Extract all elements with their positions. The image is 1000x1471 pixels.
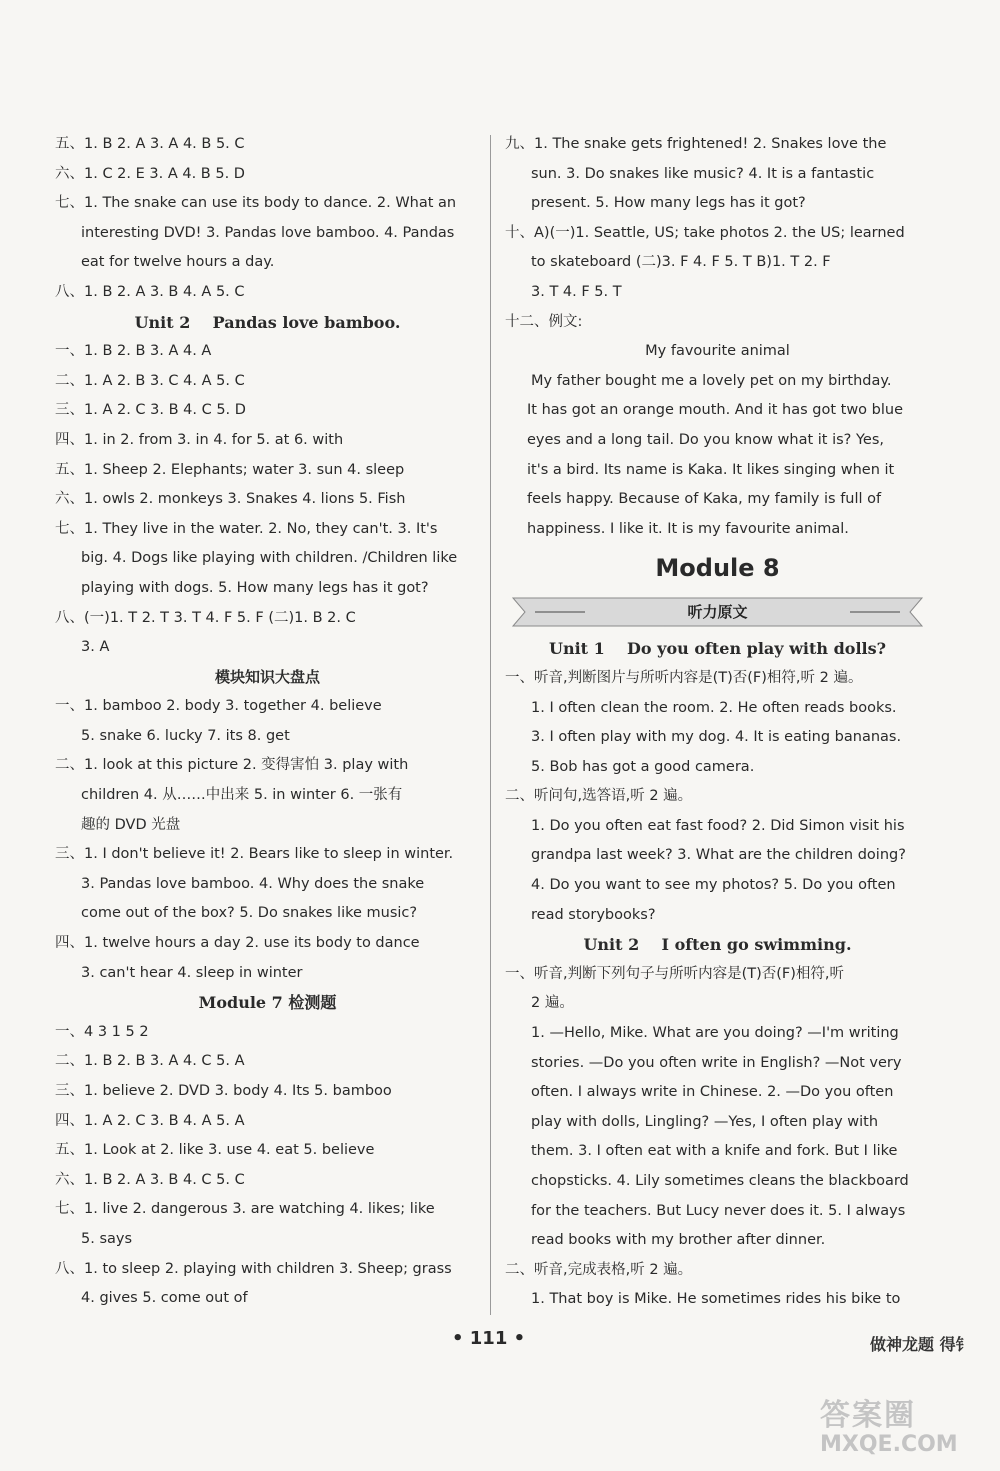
answer-line: 四、1. twelve hours a day 2. use its body to dance	[55, 935, 420, 952]
answer-line-continued: playing with dogs. 5. How many legs has it got?	[81, 579, 429, 596]
answer-line: 八、1. to sleep 2. playing with children 3. Sheep; grass	[55, 1260, 452, 1277]
answer-line: 七、1. The snake can use its body to dance. 2. What an	[55, 195, 457, 212]
essay-line: It has got an orange mouth. And it has got two blue	[527, 402, 904, 419]
watermark-url: MXQE.COM	[820, 1432, 958, 1457]
page-number: • 111 •	[452, 1328, 526, 1349]
section-heading: 模块知识大盘点	[214, 667, 320, 686]
answer-line-continued: 1. That boy is Mike. He sometimes rides his bike to	[531, 1291, 901, 1308]
essay-line: feels happy. Because of Kaka, my family is full of	[527, 491, 882, 508]
essay-line: happiness. I like it. It is my favourite animal.	[527, 520, 849, 537]
unit-heading: Unit 2 Pandas love bamboo.	[134, 312, 401, 332]
answer-line-continued: 4. Do you want to see my photos? 5. Do you often	[531, 877, 896, 894]
unit-heading: Unit 1 Do you often play with dolls?	[549, 639, 886, 659]
answer-line: 二、1. A 2. B 3. C 4. A 5. C	[55, 372, 245, 389]
answer-line-continued: for the teachers. But Lucy never does it. 5. I always	[531, 1202, 906, 1219]
answer-line-continued: 1. I often clean the room. 2. He often reads books.	[531, 699, 897, 716]
answer-line-continued: 趣的 DVD 光盘	[81, 816, 181, 833]
answer-line: 一、听音,判断图片与所听内容是(T)否(F)相符,听 2 遍。	[505, 669, 863, 686]
answer-line-continued: present. 5. How many legs has it got?	[531, 195, 806, 212]
answer-line-continued: sun. 3. Do snakes like music? 4. It is a fantastic	[531, 165, 875, 182]
answer-line: 二、听问句,选答语,听 2 遍。	[505, 788, 693, 805]
answer-line: 二、1. look at this picture 2. 变得害怕 3. play with	[55, 757, 409, 774]
answer-line: 五、1. Look at 2. like 3. use 4. eat 5. believe	[55, 1142, 375, 1159]
answer-line: 七、1. live 2. dangerous 3. are watching 4. likes; like	[55, 1201, 435, 1218]
answer-line-continued: children 4. 从……中出来 5. in winter 6. 一张有	[81, 787, 403, 804]
banner-title: 听力原文	[687, 603, 748, 622]
answer-line-continued: 5. says	[81, 1230, 133, 1247]
answer-line-continued: 3. can't hear 4. sleep in winter	[81, 964, 303, 981]
answer-line: 二、听音,完成表格,听 2 遍。	[505, 1261, 693, 1278]
answer-line-continued: read storybooks?	[531, 906, 656, 923]
essay-line: it's a bird. Its name is Kaka. It likes singing when it	[527, 461, 895, 478]
answer-line-continued: chopsticks. 4. Lily sometimes cleans the blackboard	[531, 1173, 909, 1189]
answer-line-continued: 3. I often play with my dog. 4. It is eating bananas.	[531, 729, 902, 746]
answer-line-continued: 1. —Hello, Mike. What are you doing? —I'm writing	[531, 1025, 899, 1042]
answer-line-continued: to skateboard (二)3. F 4. F 5. T B)1. T 2. F	[531, 254, 831, 271]
answer-line: 六、1. owls 2. monkeys 3. Snakes 4. lions 5. Fish	[55, 491, 406, 508]
answer-line-continued: My father bought me a lovely pet on my birthday.	[531, 372, 892, 389]
answer-line: 五、1. B 2. A 3. A 4. B 5. C	[55, 136, 245, 152]
right-column	[505, 130, 930, 1315]
essay-line: eyes and a long tail. Do you know what it is? Yes,	[527, 431, 884, 448]
answer-line: 四、1. A 2. C 3. B 4. A 5. A	[55, 1112, 245, 1129]
answer-line-continued: interesting DVD! 3. Pandas love bamboo. 4. Pandas	[81, 224, 455, 241]
answer-line-continued: 5. snake 6. lucky 7. its 8. get	[81, 727, 290, 744]
answer-line: 八、1. B 2. A 3. B 4. A 5. C	[55, 283, 245, 300]
answer-line: 十、A)(一)1. Seattle, US; take photos 2. the US; learned	[505, 224, 905, 241]
answer-line: 三、1. A 2. C 3. B 4. C 5. D	[55, 402, 246, 419]
answer-line: 六、1. C 2. E 3. A 4. B 5. D	[55, 165, 245, 182]
column-divider	[490, 135, 491, 1315]
answer-line-continued: 2 遍。	[531, 995, 574, 1012]
answer-line: 八、(一)1. T 2. T 3. T 4. F 5. F (二)1. B 2. C	[55, 609, 356, 626]
watermark-logo: 答案圈	[820, 1398, 916, 1433]
answer-line-continued: them. 3. I often eat with a knife and fork. But I like	[531, 1143, 898, 1160]
answer-line-continued: 5. Bob has got a good camera.	[531, 758, 755, 775]
answer-line: 二、1. B 2. B 3. A 4. C 5. A	[55, 1053, 245, 1070]
answer-line: 七、1. They live in the water. 2. No, they can't. 3. It's	[55, 520, 438, 537]
answer-line-continued: come out of the box? 5. Do snakes like music?	[81, 905, 418, 922]
left-column	[55, 130, 480, 1314]
answer-line: 三、1. believe 2. DVD 3. body 4. Its 5. bamboo	[55, 1083, 392, 1099]
answer-line: 一、听音,判断下列句子与所听内容是(T)否(F)相符,听	[505, 965, 845, 982]
unit-heading: Module 7 检测题	[198, 993, 337, 1013]
section-banner	[505, 594, 930, 630]
answer-line-continued: 3. Pandas love bamboo. 4. Why does the snake	[81, 875, 425, 892]
essay-title: My favourite animal	[645, 343, 790, 360]
answer-line: 一、4 3 1 5 2	[55, 1023, 149, 1040]
answer-line: 一、1. bamboo 2. body 3. together 4. believe	[55, 698, 382, 715]
answer-line-continued: read books with my brother after dinner.	[531, 1232, 826, 1249]
answer-line: 十二、例文:	[505, 313, 583, 330]
answer-line-continued: play with dolls, Lingling? —Yes, I often play with	[531, 1113, 879, 1130]
unit-heading: Unit 2 I often go swimming.	[583, 935, 852, 955]
module-heading: Module 8	[655, 554, 780, 583]
answer-line-continued: grandpa last week? 3. What are the children doing?	[531, 847, 906, 864]
answer-line-continued: big. 4. Dogs like playing with children. /Children like	[81, 550, 458, 567]
answer-line: 四、1. in 2. from 3. in 4. for 5. at 6. with	[55, 431, 344, 448]
answer-line-continued: stories. —Do you often write in English? —Not very	[531, 1054, 902, 1071]
answer-line: 六、1. B 2. A 3. B 4. C 5. C	[55, 1171, 245, 1188]
answer-line: 九、1. The snake gets frightened! 2. Snakes love the	[505, 136, 887, 152]
answer-line: 一、1. B 2. B 3. A 4. A	[55, 343, 212, 360]
answer-line-continued: 3. T 4. F 5. T	[531, 283, 622, 300]
answer-line-continued: often. I always write in Chinese. 2. —Do you often	[531, 1084, 894, 1101]
answer-line: 三、1. I don't believe it! 2. Bears like to sleep in winter.	[55, 846, 454, 863]
answer-line: 五、1. Sheep 2. Elephants; water 3. sun 4. sleep	[55, 461, 405, 478]
answer-line-continued: 4. gives 5. come out of	[81, 1290, 248, 1307]
answer-line-continued: eat for twelve hours a day.	[81, 254, 275, 271]
answer-line-continued: 1. Do you often eat fast food? 2. Did Simon visit his	[531, 817, 905, 834]
brand-text: 做神龙题 得钅	[870, 1335, 972, 1354]
answer-line-continued: 3. A	[81, 639, 110, 656]
